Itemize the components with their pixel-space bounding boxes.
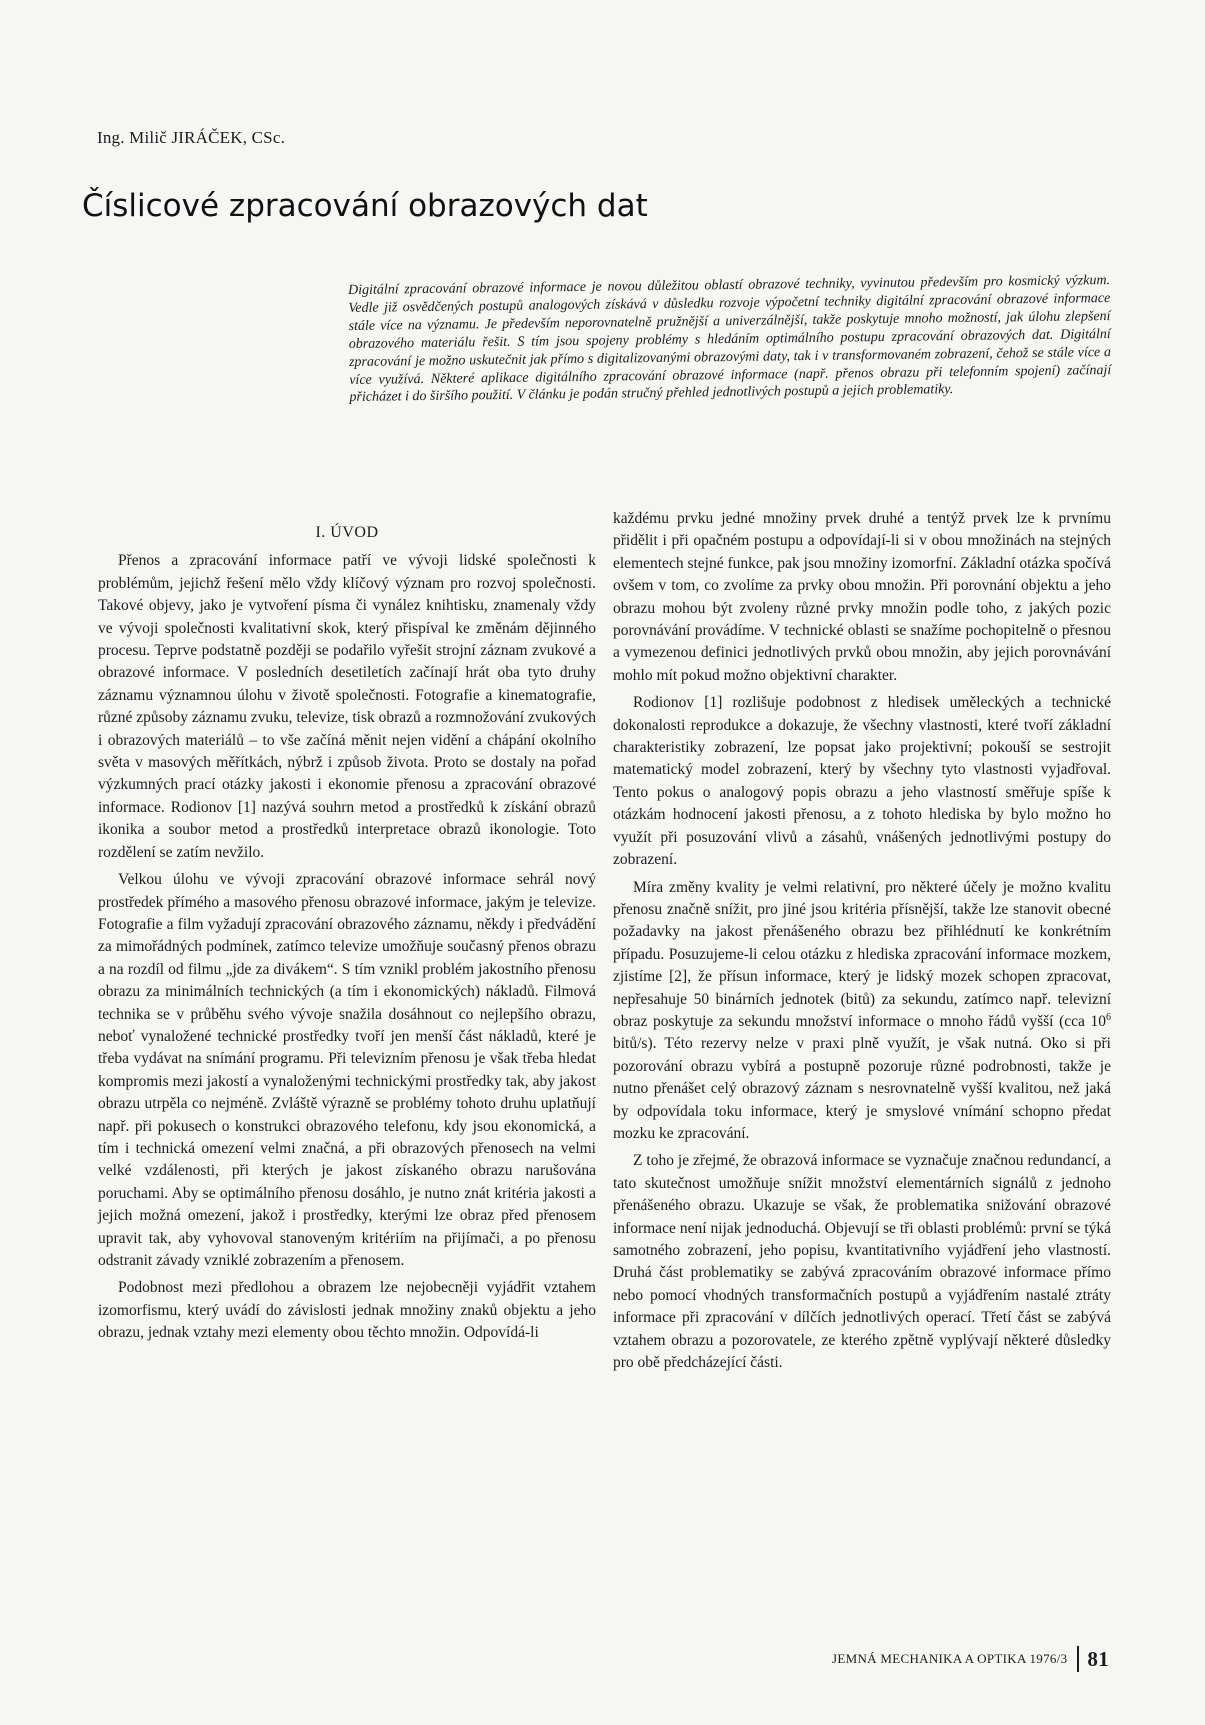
abstract: Digitální zpracování obrazové informace je novou důležitou oblastí obrazové techniky, vyvinutou především pro kosmický výzkum. Vedle již osvědčených postupů analogových získává v důsledku rozvoje výpočetní techniky digitální zpracování obrazové informace stále více na významu. Je především neporovnatelně pružnější a univerzálnější, takže poskytuje mnoho možností, jak úlohu zlepšení obrazového materiálu řešit. S tím jsou spojeny problémy s hledáním optimálního postupu zpracování obrazových dat. Digitální zpracování je možno uskutečnit jak přímo s digitalizovanými obrazovými daty, tak i v transformovaném zobrazení, čehož se stále více a více využívá. Některé aplikace digitálního zpracování obrazové informace (např. přenos obrazu při telefonním spojení) začínají přicházet i do širšího použití. V článku je podán stručný přehled jednotlivých postupů a jejich problematiky. xyxy=(348,273,1112,406)
left-column xyxy=(98,522,596,1350)
paragraph: každému prvku jedné množiny prvek druhé a tentýž prvek lze k prvnímu přidělit i při opačném postupu a odpovídají-li si v obou množinách na stejných elementech stejné funkce, pak jsou množiny izomorfní. Základní otázka spočívá ovšem v tom, co zvolíme za prvky obou množin. Při porovnání objektu a jeho obrazu mohou být zvoleny různé prvky množin podle toho, z jakých pozic porovnávání provádíme. V technické oblasti se snažíme pochopitelně o přesnou a vymezenou definici jednotlivých prvků obou množin, aby jejich porovnávání mohlo mít pokud možno objektivní charakter. xyxy=(613,510,1111,684)
article-title: Číslicové zpracování obrazových dat xyxy=(82,188,648,224)
paragraph: Přenos a zpracování informace patří ve vývoji lidské společnosti k problémům, jejichž řešení mělo vždy klíčový význam pro rozvoj společnosti. Takové objevy, jako je vytvoření písma či vynález knihtisku, znamenaly vždy ve vývoji společnosti kvalitativní skok, který přispíval ke změnám dějinného procesu. Teprve podstatně později se podařilo vyřešit strojní záznam zvukové a obrazové informace. V posledních desetiletích začínají hrát oba tyto druhy záznamu významnou úlohu v životě společnosti. Fotografie a kinematografie, různé způsoby záznamu zvuku, televize, tisk obrazů a rozmnožování zvukových i obrazových materiálů – to vše začíná měnit nejen vidění a chápání okolního světa v masových měřítkách, nýbrž i způsob života. Proto se dostaly na pořad výzkumných prací otázky jakosti i ekonomie přenosu a zpracování obrazové informace. Rodionov [1] nazývá souhrn metod a prostředků k získání obrazů ikonika a soubor metod a prostředků interpretace obrazů ikonologie. Toto rozdělení se zatím nevžilo. xyxy=(98,552,596,861)
page-footer xyxy=(832,1646,1109,1672)
paragraph: Rodionov [1] rozlišuje podobnost z hledisek uměleckých a technické dokonalosti reprodukce a dokazuje, že všechny vlastnosti, které tvoří základní charakteristiky zobrazení, lze popsat jako projektivní; pokouší se sestrojit matematický model zobrazení, který by všechny tyto vlastnosti vyjadřoval. Tento pokus o analogový popis obrazu a jeho vlastností směřuje spíše k otázkám hodnocení jakosti přenosu, a z tohoto hlediska by bylo možno ho využít při posuzování vlivů a zásahů, vnášených jednotlivými postupy do zobrazení. xyxy=(613,694,1111,869)
paragraph: Z toho je zřejmé, že obrazová informace se vyznačuje značnou redundancí, a tato skutečnost umožňuje snížit množství elementárních signálů z jednoho přenášeného obrazu. Ukazuje se však, že problematika snižování obrazové informace není nijak jednoduchá. Objevují se tři oblasti problémů: první se týká samotného zobrazení, jeho popisu, kvantitativního vyjádření jeho vlastností. Druhá část problematiky se zabývá zpracováním obrazové informace přímo nebo pomocí vhodných transformačních postupů a vyjádřením nastalé ztráty informace při zpracování v dílčích jednotlivých operací. Třetí část se zabývá vztahem obrazu a pozorovatele, ze kterého zpětně vyplývají některé důsledky pro obě předcházející části. xyxy=(613,1152,1111,1372)
paragraph-text: Míra změny kvality je velmi relativní, pro některé účely je možno kvalitu přenosu značně snížit, pro jiné jsou kritéria přísnější, takže lze stanovit obecné požadavky na jakost přenášeného obrazu bez přihlédnutí ke konkrétním případu. Posuzujeme-li celou otázku z hlediska zpracování informace mozkem, zjistíme [2], že přísun informace, který je lidský mozek schopen zpracovat, nepřesahuje 50 binárních jednotek (bitů) za sekundu, zatímco např. televizní obraz poskytuje za sekundu množství informace o mnoho řádů vyšší (cca 10 xyxy=(613,878,1111,1030)
author-line: Ing. Milič JIRÁČEK, CSc. xyxy=(97,128,286,147)
paragraph: Velkou úlohu ve vývoji zpracování obrazové informace sehrál nový prostředek přímého a masového přenosu obrazové informace, jakým je televize. Fotografie a film vyžadují zpracování obrazového záznamu, někdy i předvádění za mimořádných podmínek, zatímco televize umožňuje současný přenos obrazu a na rozdíl od filmu „jde za divákem“. S tím vznikl problém jakostního přenosu obrazu za minimálních technických (a tím i ekonomických) nákladů. Filmová technika se v průběhu svého vývoje snažila dosáhnout co nejlepšího obrazu, neboť vynaložené technické prostředky tvoří jen menší část nákladů, které je třeba vydávat na snímání programu. Při televizním přenosu je však třeba hledat kompromis mezi jakostí a vynaloženými technickými prostředky tak, aby jakost obrazu utrpěla co nejméně. Zvláště výrazně se problémy tohoto druhu uplatňují např. při pokusech o konstrukci obrazového telefonu, kdy jsou ekonomická, a tím i technická omezení velmi značná, a při obrazových přenosech na velmi velké vzdálenosti, při kterých je jakost získaného obrazu narušována poruchami. Aby se optimálního přenosu dosáhlo, je nutno znát kritéria jakosti a jejich možná omezení, jakož i prostředky, kterými lze obraz před přenosem upravit tak, aby vyhovoval stanoveným kritériím na přijímači, a po přenosu odstranit závady vzniklé zobrazením a přenosem. xyxy=(98,871,596,1269)
right-column xyxy=(613,508,1111,1379)
journal-name: JEMNÁ MECHANIKA A OPTIKA 1976/3 xyxy=(832,1651,1068,1666)
paragraph-text: bitů/s). Této rezervy nelze v praxi plně využít, je však nutná. Oko si při pozorování obrazu vybírá a postupně pozoruje různé podrobnosti, takže je nutno přenášet celý obrazový záznam s nesrovnatelně vyšší kvalitou, než jaká by odpovídala toku informace, který je smyslové vnímání schopno předat mozku ke zpracování. xyxy=(613,1035,1111,1142)
section-heading: I. ÚVOD xyxy=(315,524,379,541)
paragraph: Podobnost mezi předlohou a obrazem lze nejobecněji vyjádřit vztahem izomorfismu, který uvádí do závislosti jednak množiny znaků objektu a jeho obrazu, jednak vztahy mezi elementy obou těchto množin. Odpovídá-li xyxy=(98,1279,596,1342)
exponent: 6 xyxy=(1106,1011,1111,1023)
page-number: 81 xyxy=(1087,1646,1109,1671)
paragraph xyxy=(613,877,1111,1146)
footer-separator xyxy=(1077,1646,1079,1672)
